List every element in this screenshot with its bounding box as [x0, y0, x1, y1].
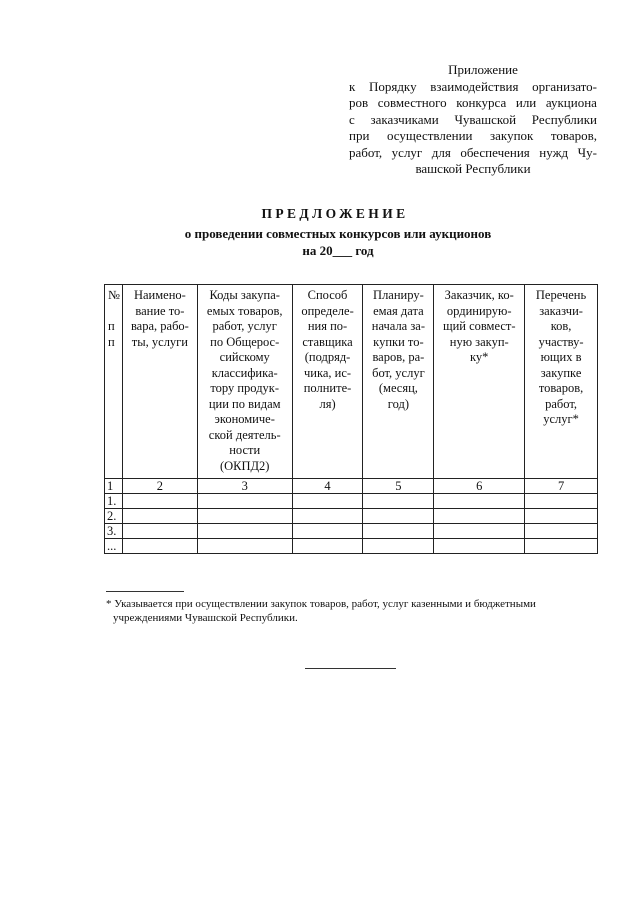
appendix-block: [349, 62, 597, 178]
row-number: 3.: [105, 524, 123, 539]
column-header-2: Наимено- вание то- вара, рабо- ты, услуги: [122, 285, 197, 479]
table-cell: [363, 524, 434, 539]
table-cell: [122, 524, 197, 539]
appendix-line: при осуществлении закупок товаров,: [349, 128, 597, 143]
appendix-line: работ, услуг для обеспечения нужд Чу-: [349, 144, 597, 160]
table-cell: [122, 539, 197, 554]
appendix-heading: Приложение: [448, 62, 518, 77]
table-body: [105, 479, 598, 554]
table-row: [105, 539, 598, 554]
table-cell: [292, 524, 363, 539]
table-cell: [525, 509, 598, 524]
table-cell: [292, 539, 363, 554]
document-title-block: [0, 206, 640, 259]
column-number: 3: [197, 479, 292, 494]
column-number: 7: [525, 479, 598, 494]
column-number: 6: [434, 479, 525, 494]
document-year-line: на 20___ год: [302, 243, 374, 258]
column-number: 5: [363, 479, 434, 494]
appendix-lines: [349, 79, 597, 178]
table-cell: [525, 494, 598, 509]
table-cell: [363, 509, 434, 524]
table-row: [105, 509, 598, 524]
table-cell: [434, 539, 525, 554]
appendix-line: с заказчиками Чувашской Республики: [349, 111, 597, 127]
column-number: 4: [292, 479, 363, 494]
end-divider: [305, 668, 396, 669]
row-number: 1.: [105, 494, 123, 509]
table-row: [105, 524, 598, 539]
document-title: ПРЕДЛОЖЕНИЕ: [261, 206, 409, 221]
table-cell: [525, 524, 598, 539]
table-cell: [434, 524, 525, 539]
column-number: 1: [105, 479, 123, 494]
table-cell: [197, 539, 292, 554]
appendix-line: ров совместного конкурса или аукциона: [349, 95, 597, 110]
table-cell: [363, 539, 434, 554]
table-cell: [292, 509, 363, 524]
table-cell: [434, 509, 525, 524]
table-cell: [197, 524, 292, 539]
table-cell: [292, 494, 363, 509]
footnote-divider: [106, 591, 184, 592]
table-cell: [122, 494, 197, 509]
footnote-line-2: учреждениями Чувашской Республики.: [113, 612, 298, 624]
column-header-4: Способ определе- ния по- ставщика (подряд- чика, ис- полните- ля): [292, 285, 363, 479]
table-cell: [525, 539, 598, 554]
column-header-6: Заказчик, ко- ординирую- щий совмест- ную закуп- ку*: [434, 285, 525, 479]
footnote: [106, 597, 596, 625]
table-header-row: [105, 285, 598, 479]
proposal-table: [104, 284, 598, 554]
table-cell: [122, 509, 197, 524]
table-cell: [363, 494, 434, 509]
column-header-1: № п п: [105, 285, 123, 479]
column-header-3: Коды закупа- емых товаров, работ, услуг по Общерос- сийскому классифика- тору продук- ции по видам экономиче- ской деятель- ности (ОКПД2): [197, 285, 292, 479]
column-header-7: Перечень заказчи- ков, участву- ющих в закупке товаров, работ, услуг*: [525, 285, 598, 479]
column-header-5: Планиру- емая дата начала за- купки то- варов, ра- бот, услуг (месяц, год): [363, 285, 434, 479]
footnote-line-1: * Указывается при осуществлении закупок товаров, работ, услуг казенными и бюджетными: [106, 598, 536, 610]
appendix-line: к Порядку взаимодействия организато-: [349, 78, 597, 94]
document-subtitle: о проведении совместных конкурсов или аукционов: [184, 226, 492, 241]
row-number: ...: [105, 539, 123, 554]
table-cell: [197, 509, 292, 524]
appendix-line: вашской Республики: [415, 161, 531, 176]
row-number: 2.: [105, 509, 123, 524]
column-number: 2: [122, 479, 197, 494]
column-number-row: [105, 479, 598, 494]
table-cell: [197, 494, 292, 509]
table-row: [105, 494, 598, 509]
table-cell: [434, 494, 525, 509]
